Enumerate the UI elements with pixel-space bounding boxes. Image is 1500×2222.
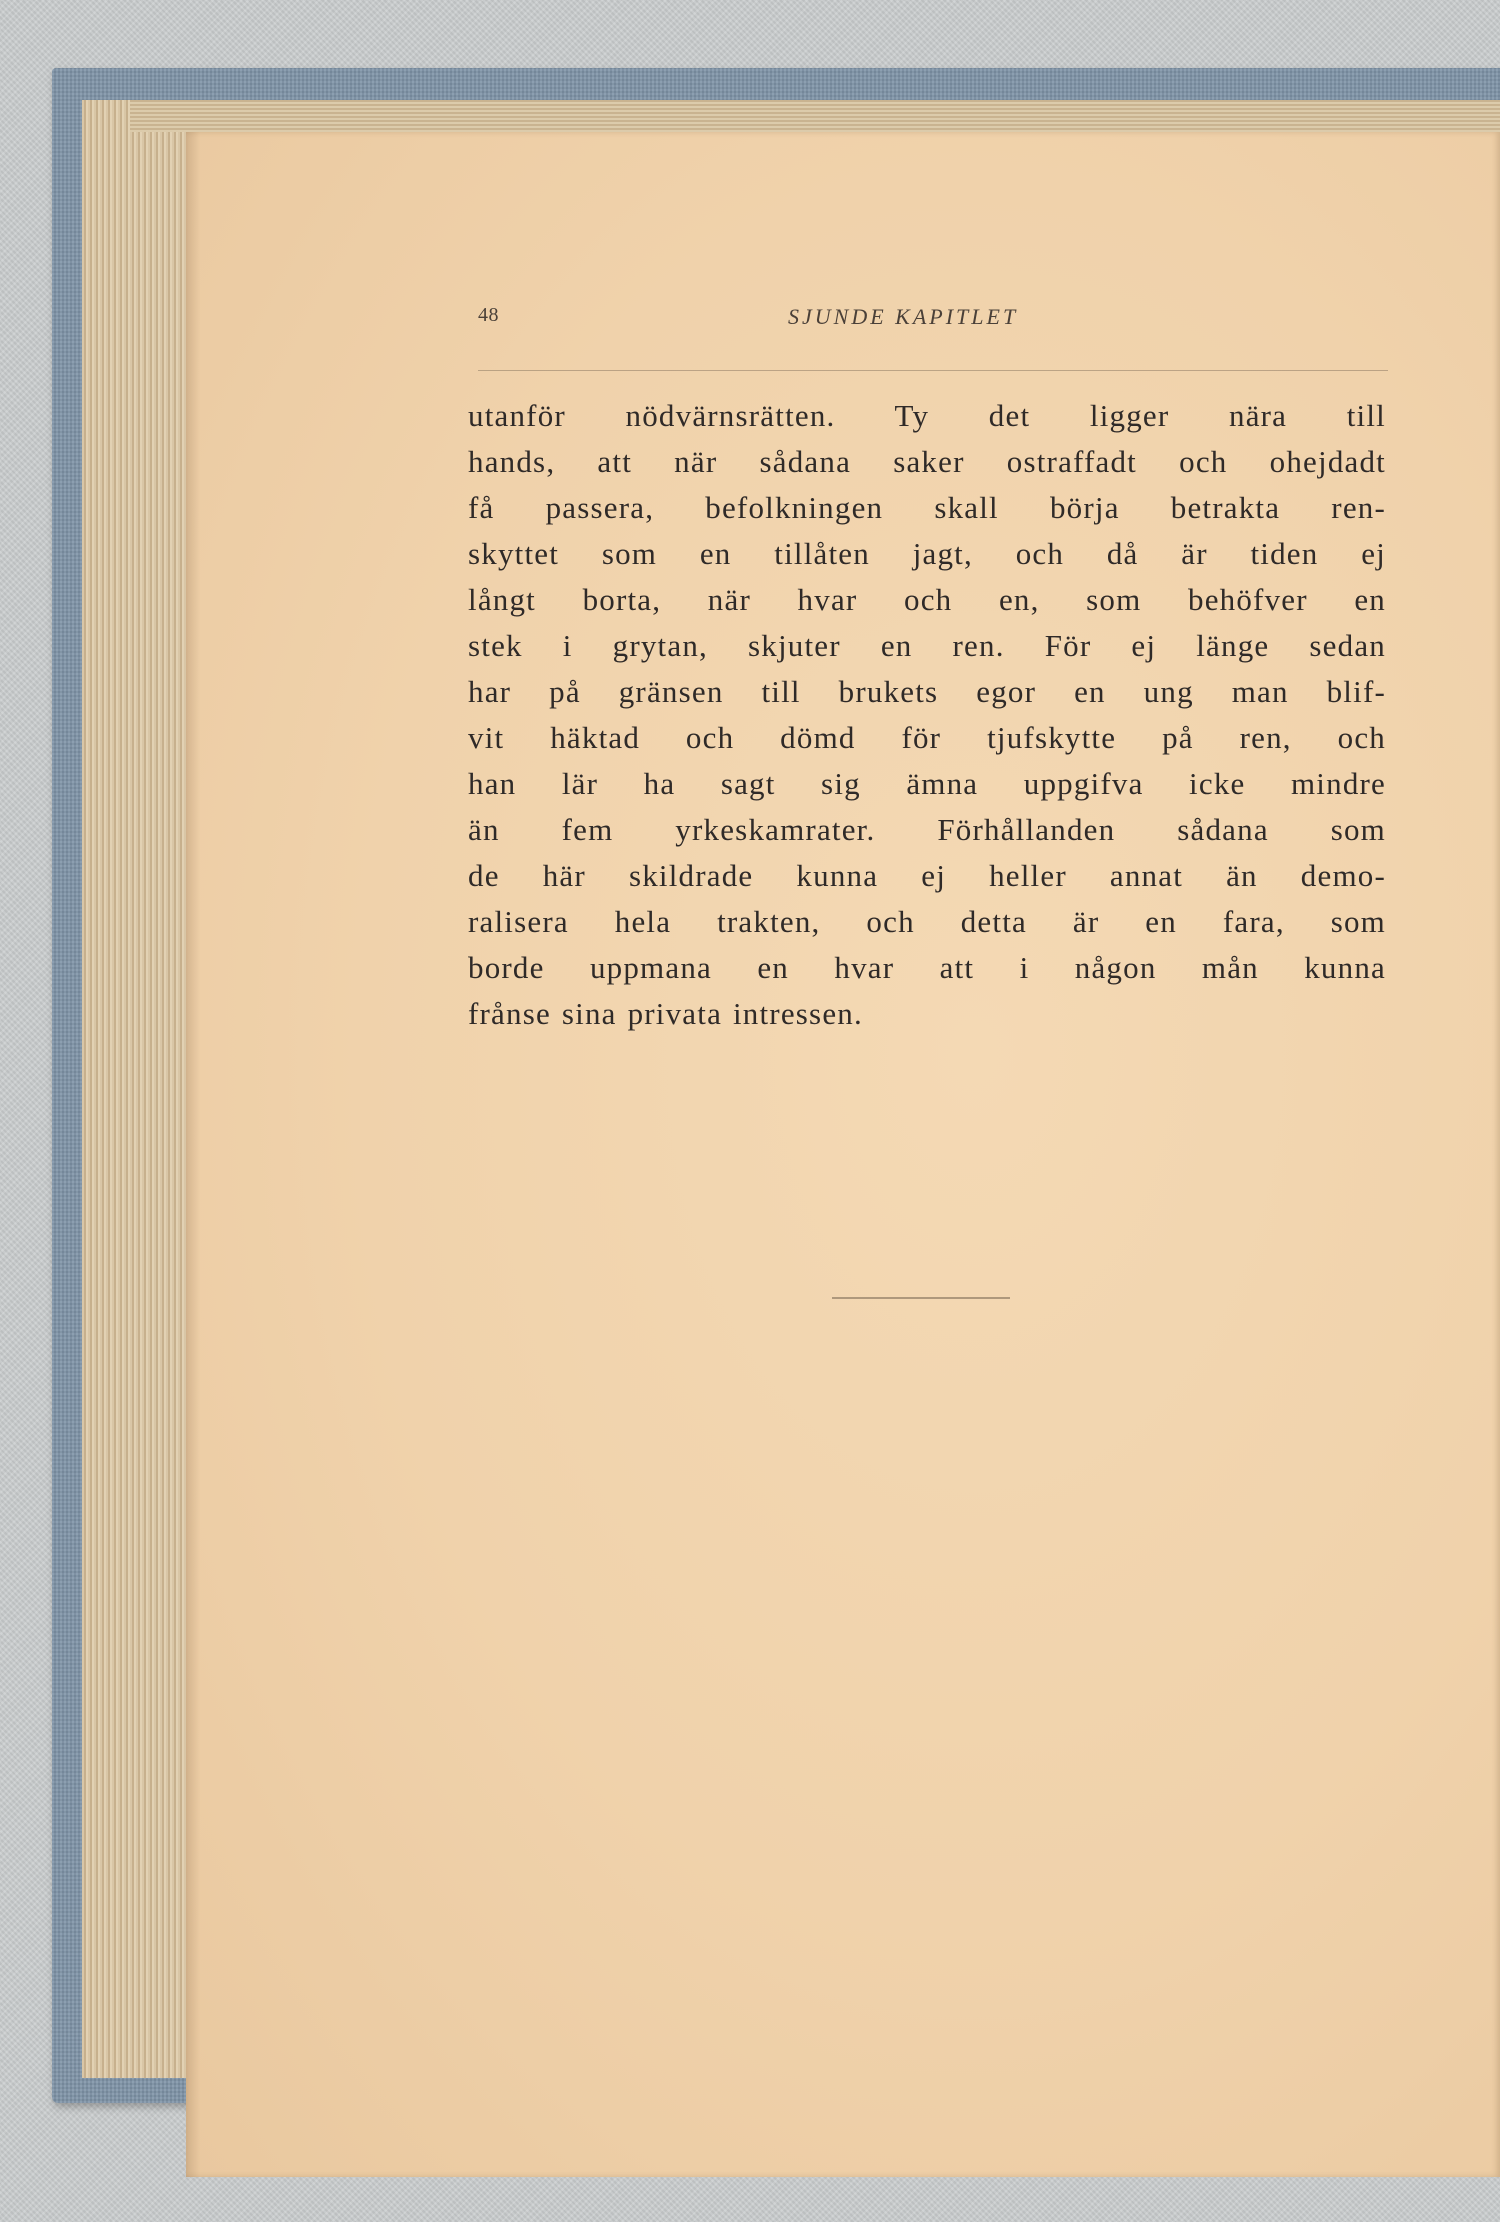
page-header: [478, 304, 1398, 344]
text-line: vit häktad och dömd för tjufskytte på ren, och: [468, 720, 1386, 755]
text-line: få passera, befolkningen skall börja betrakta ren-: [468, 490, 1386, 525]
page-number: 48: [478, 304, 499, 326]
text-line: han lär ha sagt sig ämna uppgifva icke mindre: [468, 766, 1386, 801]
text-line: de här skildrade kunna ej heller annat än demo-: [468, 858, 1386, 893]
text-line: utanför nödvärnsrätten. Ty det ligger nära till: [468, 398, 1386, 433]
page-gutter-shadow: [186, 132, 200, 2177]
text-line: stek i grytan, skjuter en ren. För ej länge sedan: [468, 628, 1386, 663]
text-line-last: frånse sina privata intressen.: [468, 996, 863, 1031]
text-line: hands, att när sådana saker ostraffadt och ohejdadt: [468, 444, 1386, 479]
header-rule: [478, 370, 1388, 371]
text-line: långt borta, när hvar och en, som behöfver en: [468, 582, 1386, 617]
text-line: borde uppmana en hvar att i någon mån kunna: [468, 950, 1386, 985]
page-block-top-edge: [130, 100, 1500, 132]
body-text: [468, 393, 1386, 1037]
text-line: ralisera hela trakten, och detta är en fara, som: [468, 904, 1386, 939]
running-head: SJUNDE KAPITLET: [788, 304, 1019, 329]
text-line: än fem yrkeskamrater. Förhållanden sådana som: [468, 812, 1386, 847]
chapter-end-rule: [832, 1297, 1010, 1299]
text-line: har på gränsen till brukets egor en ung man blif-: [468, 674, 1386, 709]
text-line: skyttet som en tillåten jagt, och då är tiden ej: [468, 536, 1386, 571]
